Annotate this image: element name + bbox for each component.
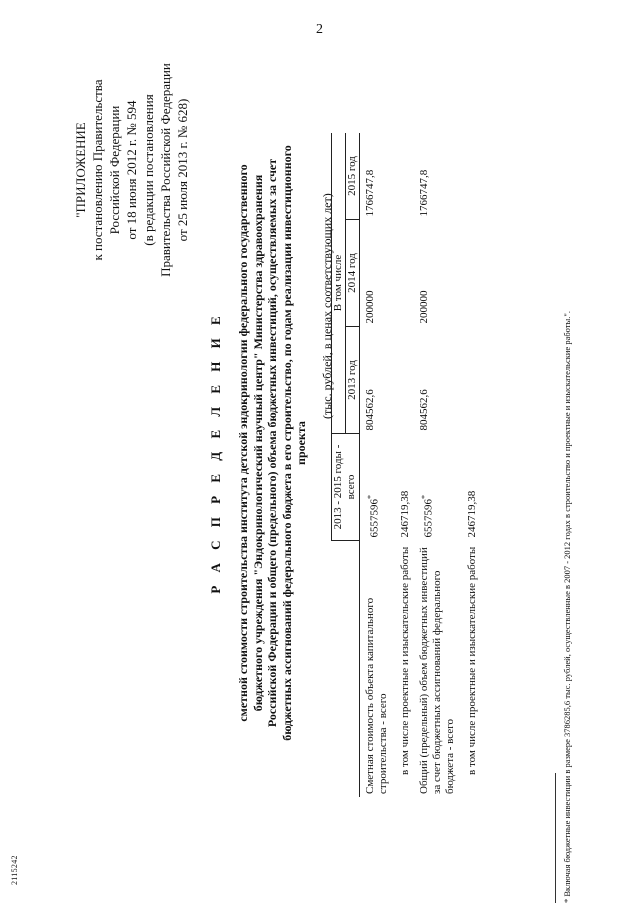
row-total (418, 434, 457, 541)
distribution-table (331, 133, 479, 797)
subtitle-line: Российской Федерации и общего (предельного) объема бюджетных инвестиций, осуществляемых за счет (265, 158, 279, 728)
table-header-row (332, 133, 346, 797)
row-label: Сметная стоимость объекта капитального строительства - всего (360, 541, 391, 798)
row-2014 (390, 220, 418, 327)
row-total-value: 6557596 (368, 499, 381, 538)
appendix-line: (в редакции постановления (141, 94, 156, 246)
row-label: Общий (предельный) объем бюджетных инвестиций за счет бюджетных ассигнований федерального бюджета - всего (418, 547, 456, 794)
row-2015 (390, 133, 418, 220)
table-row (457, 133, 479, 797)
footnote: * Включая бюджетные инвестиции в размере 3786285,6 тыс. рублей, осуществленные в 2007 - 2012 годах в строительство и проектные и изыскательские работы.". (562, 311, 572, 903)
row-total (360, 434, 391, 541)
row-2014: 200000 (418, 290, 430, 324)
footnote-divider (555, 773, 556, 903)
row-label: в том числе проектные и изыскательские работы (399, 546, 411, 775)
row-2013 (390, 327, 418, 434)
header-blank (332, 541, 360, 798)
subtitle-line: бюджетных ассигнований федерального бюджета в его строительство, по годам реализации инвестиционного (279, 145, 294, 741)
appendix-header (72, 25, 191, 315)
row-total-value: 6557596 (422, 499, 435, 538)
subtitle-line: проекта (294, 421, 308, 465)
row-2014: 200000 (360, 220, 391, 327)
appendix-line: к постановлению Правительства (90, 79, 105, 261)
header-year-2015: 2015 год (346, 133, 360, 220)
footnote-mark: * (420, 495, 429, 499)
table-row (390, 133, 418, 797)
table-row (418, 133, 457, 797)
page-number: 2 (316, 22, 323, 37)
row-total (457, 434, 479, 541)
appendix-line: Российской Федерации (107, 105, 122, 235)
header-total: 2013 - 2015 годы - всего (332, 434, 360, 541)
header-group: В том числе (332, 133, 346, 434)
row-2013 (457, 327, 479, 434)
header-year-2014: 2014 год (346, 220, 360, 327)
row-2015: 1766747,8 (360, 133, 391, 220)
appendix-line: от 25 июля 2013 г. № 628) (175, 98, 190, 242)
row-2014 (457, 220, 479, 327)
row-2013: 804562,6 (360, 327, 391, 434)
subtitle-line: бюджетного учреждения "Эндокринологический научный центр" Министерства здравоохранения (250, 174, 265, 712)
document-subtitle (236, 83, 309, 803)
appendix-line: Правительства Российской Федерации (158, 63, 173, 277)
row-2015: 1766747,8 (418, 169, 430, 217)
row-2015 (457, 133, 479, 220)
row-total (390, 434, 418, 541)
footnote-mark: * (366, 495, 375, 499)
document-barcode: 2115242 (10, 855, 19, 885)
row-total-value: 246719,38 (399, 490, 411, 538)
row-2013: 804562,6 (418, 389, 430, 431)
table-row (360, 133, 391, 797)
row-label: в том числе проектные и изыскательские работы (466, 546, 478, 775)
document-title: Р А С П Р Е Д Е Л Е Н И Е (208, 311, 223, 594)
units-note: (тыс. рублей, в ценах соответствующих лет) (320, 193, 334, 419)
row-total-value: 246719,38 (466, 490, 478, 538)
appendix-line: от 18 июня 2012 г. № 594 (124, 100, 139, 240)
appendix-line: "ПРИЛОЖЕНИЕ (73, 122, 88, 218)
header-year-2013: 2013 год (346, 327, 360, 434)
subtitle-line: сметной стоимости строительства института детской эндокринологии федерального государственного (236, 164, 250, 722)
